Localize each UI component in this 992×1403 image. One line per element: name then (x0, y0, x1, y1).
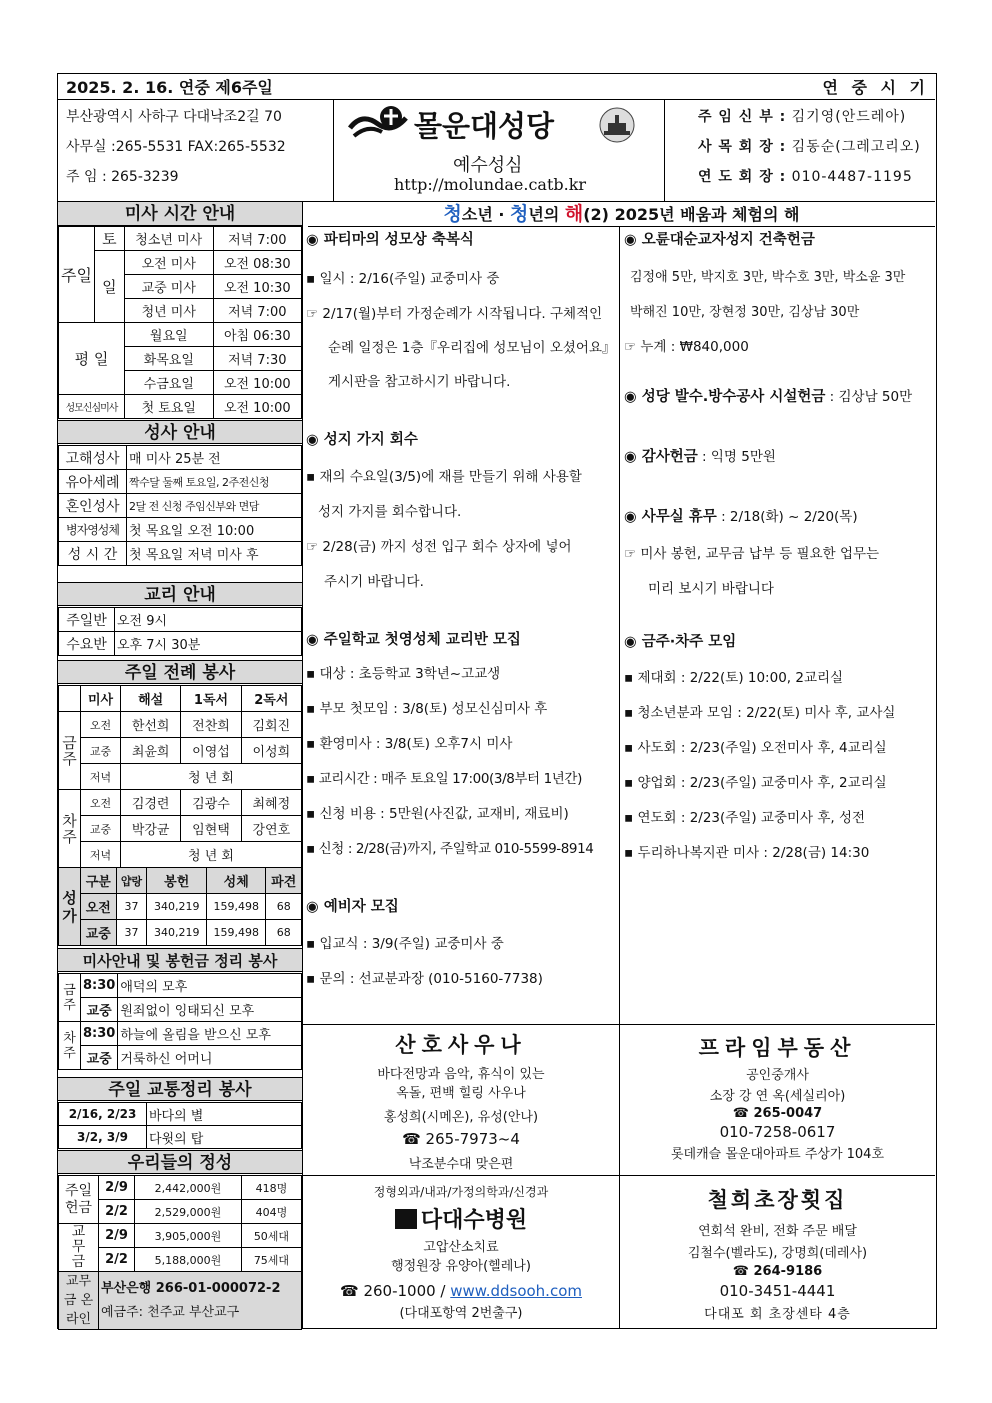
church-url[interactable]: http://molundae.catb.kr (394, 175, 587, 194)
guide-service-title: 미사안내 및 봉헌금 정리 봉사 (58, 948, 302, 972)
ad-realestate: 프라임부동산 공인중개사 소장 강 연 옥(세실리아) ☎ 265-0047 010-7258-0617 롯데캐슬 몰운대아파트 주상가 104호 (670, 1036, 885, 1162)
meetings-title: ◉ 금주·차주 모임 (624, 634, 737, 650)
offering-title: 우리들의 정성 (58, 1150, 302, 1174)
palm-collection-title: ◉ 성지 가지 회수 (306, 432, 418, 448)
liturgy-service-title: 주일 전례 봉사 (58, 660, 302, 684)
guide-service-table: 금주 8:30 애덕의 모후 교중 원죄없이 잉태되신 모후 차주 8:30 하늘에 올림을 받으신 모후 교중 거룩하신 어머니 (58, 973, 302, 1070)
church-name: 몰운대성당 (414, 109, 555, 143)
hospital-name: 다대수병원 (303, 1203, 619, 1234)
liturgy-president-row: 연 도 회 장 : 010-4487-1195 (698, 169, 913, 185)
weekday-label: 평 일 (59, 323, 125, 395)
ad-sauna: 산호사우나 바다전망과 음악, 휴식이 있는 옥돌, 편백 힐링 사우나 홍성희(시메온), 유성(안나) ☎ 265-7973~4 낙조분수대 맞은편 (377, 1033, 545, 1172)
pastor-row: 주 임 신 부 : 김기영(안드레아) (698, 109, 907, 125)
choir-table: 성가 구분 얍랑 봉헌 성체 파견 오전 37 340,219 159,498 68 교중 37 340,219 159,498 68 (58, 867, 302, 946)
mass-times-title: 미사 시간 안내 (58, 202, 302, 226)
catechism-title: 교리 안내 (58, 582, 302, 606)
hospital-logo-icon (395, 1209, 417, 1229)
first-communion-title: ◉ 주일학교 첫영성체 교리반 모집 (306, 632, 521, 648)
liturgy-service-table: 미사 해설 1독서 2독서 금주 오전 한선희 전찬희 김회진 교중 최윤희 이영섭 이성희 저녁 청 년 회 차주 오전 김경련 김광수 최혜정 교중 박강균 임현택 강연호 저녁 청 년 회 (58, 685, 302, 868)
sacraments-table: 고해성사 매 미사 25분 전 유아세례 짝수달 둘째 토요일, 2주전신청 혼인성사 2달 전 신청 주임신부와 면담 병자영성체 첫 목요일 오전 10:00 성 시 간 첫 목요일 저녁 미사 후 (58, 445, 302, 566)
bulletin-date: 2025. 2. 16. 연중 제6주일 (66, 78, 273, 97)
top-bar (58, 74, 935, 100)
martyrs-shrine-title: ◉ 오륜대순교자성지 건축헌금 (624, 232, 815, 248)
bulletin-page (57, 73, 937, 1329)
church-logo-icon (348, 104, 408, 144)
notice-column-middle: ◉ 파티마의 성모상 축복식 ▪ 일시 : 2/16(주일) 교중미사 중 ☞ 2/17(월)부터 가정순례가 시작됩니다. 구체적인 순례 일정은 1층『우리집에 성모님이 오셨어요』 게시판을 참고하시기 바랍니다. ◉ 성지 가지 회수 ▪ 재의 수요일(3/5)에 재를 만들기 위해 사용할 성지 가지를 회수합니다. ☞ 2/28(금) 까지 성전 입구 회수 상자에 넣어 주시기 바랍니다. ◉ 주일학교 첫영성체 교리반 모집 ▪ 대상 : 초등학교 3학년~고교생 ▪ 부모 첫모임 : 3/8(토) 성모신심미사 후 ▪ 환영미사 : 3/8(토) 오후7시 미사 ▪ 교리시간 : 매주 토요일 17:00(3/8부터 1년간) ▪ 신청 비용 : 5만원(사진값, 교재비, 재료비) ▪ 신청 : 2/28(금)까지, 주일학교 010-5599-8914 ◉ 예비자 모집 ▪ 입교식 : 3/9(주일) 교중미사 중 ▪ 문의 : 선교분과장 (010-5160-7738) (306, 232, 616, 987)
ad-hospital: 정형외과/내과/가정의학과/신경과 다대수병원 고압산소치료 행정원장 유양아(헬레나) ☎ 260-1000 / www.ddsooh.com (다대포항역 2번출구) (303, 1183, 619, 1321)
catechism-table: 주일반 오전 9시 수요반 오후 7시 30분 (58, 607, 302, 656)
rectory-phone: 주 임 : 265-3239 (66, 169, 179, 185)
traffic-service-table: 2/16, 2/23 바다의 별 3/2, 3/9 다윗의 탑 (58, 1102, 302, 1149)
notice-column-right: ◉ 오륜대순교자성지 건축헌금 김정애 5만, 박지호 3만, 박수호 3만, 박소윤 3만 박해진 10만, 장현정 30만, 김상남 30만 ☞ 누계 : ₩840,000 ◉ 성당 발수.방수공사 시설헌금 : 김상남 50만 ◉ 감사헌금 : 익명 5만원 ◉ 사무실 휴무 : 2/18(화) ~ 2/20(목) ☞ 미사 봉헌, 교무금 납부 등 필요한 업무는 미리 보시기 바랍니다 ◉ 금주·차주 모임 ▪ 제대회 : 2/22(토) 10:00, 2교리실 ▪ 청소년분과 모임 : 2/22(토) 미사 후, 교사실 ▪ 사도회 : 2/23(주일) 오전미사 후, 4교리실 ▪ 양업회 : 2/23(주일) 교중미사 후, 2교리실 ▪ 연도회 : 2/23(주일) 교중미사 후, 성전 ▪ 두리하나복지관 미사 : 2/28(금) 14:30 (624, 232, 932, 862)
fatima-title: ◉ 파티마의 성모상 축복식 (306, 232, 474, 248)
office-phone: 사무실 :265-5531 FAX:265-5532 (66, 139, 286, 155)
sacraments-title: 성사 안내 (58, 420, 302, 444)
church-building-icon (596, 107, 638, 143)
church-address: 부산광역시 사하구 다대낙조2길 70 (66, 109, 282, 125)
catechumen-title: ◉ 예비자 모집 (306, 899, 399, 915)
ad-restaurant: 철희초장횟집 연회석 완비, 전화 주문 배달 김철수(벨라도), 강명희(데레사) ☎ 264-9186 010-3451-4441 다대포 회 초장센타 4층 (687, 1188, 868, 1322)
sunday-label: 주일 (59, 227, 95, 323)
year-banner: 청소년 · 청년의 해(2) 2025년 배움과 체험의 해 (308, 201, 935, 227)
church-patron: 예수성심 (453, 155, 523, 176)
offering-table: 주일헌금 2/9 2,442,000원 418명 2/2 2,529,000원 404명 교무금 2/9 3,905,000원 50세대 2/2 5,188,000원 75세대 교무금 온라인 부산은행 266-01-000072-2 예금주: 천주교 부산교구 (58, 1175, 302, 1330)
council-row: 사 목 회 장 : 김동순(그레고리오) (698, 139, 921, 155)
mass-times-table: 주일 토 청소년 미사 저녁 7:00 일 오전 미사 오전 08:30 교중 미사 오전 10:30 청년 미사 저녁 7:00 평 일 월요일 아침 06:30 화목요일 저녁 7:30 수금요일 오전 10:00 성모신심미사 첫 토요일 오전 10:00 (58, 226, 302, 419)
traffic-service-title: 주일 교통정리 봉사 (58, 1077, 302, 1101)
hospital-website-link[interactable]: www.ddsooh.com (450, 1282, 582, 1300)
season-label: 연 중 시 기 (822, 78, 929, 97)
